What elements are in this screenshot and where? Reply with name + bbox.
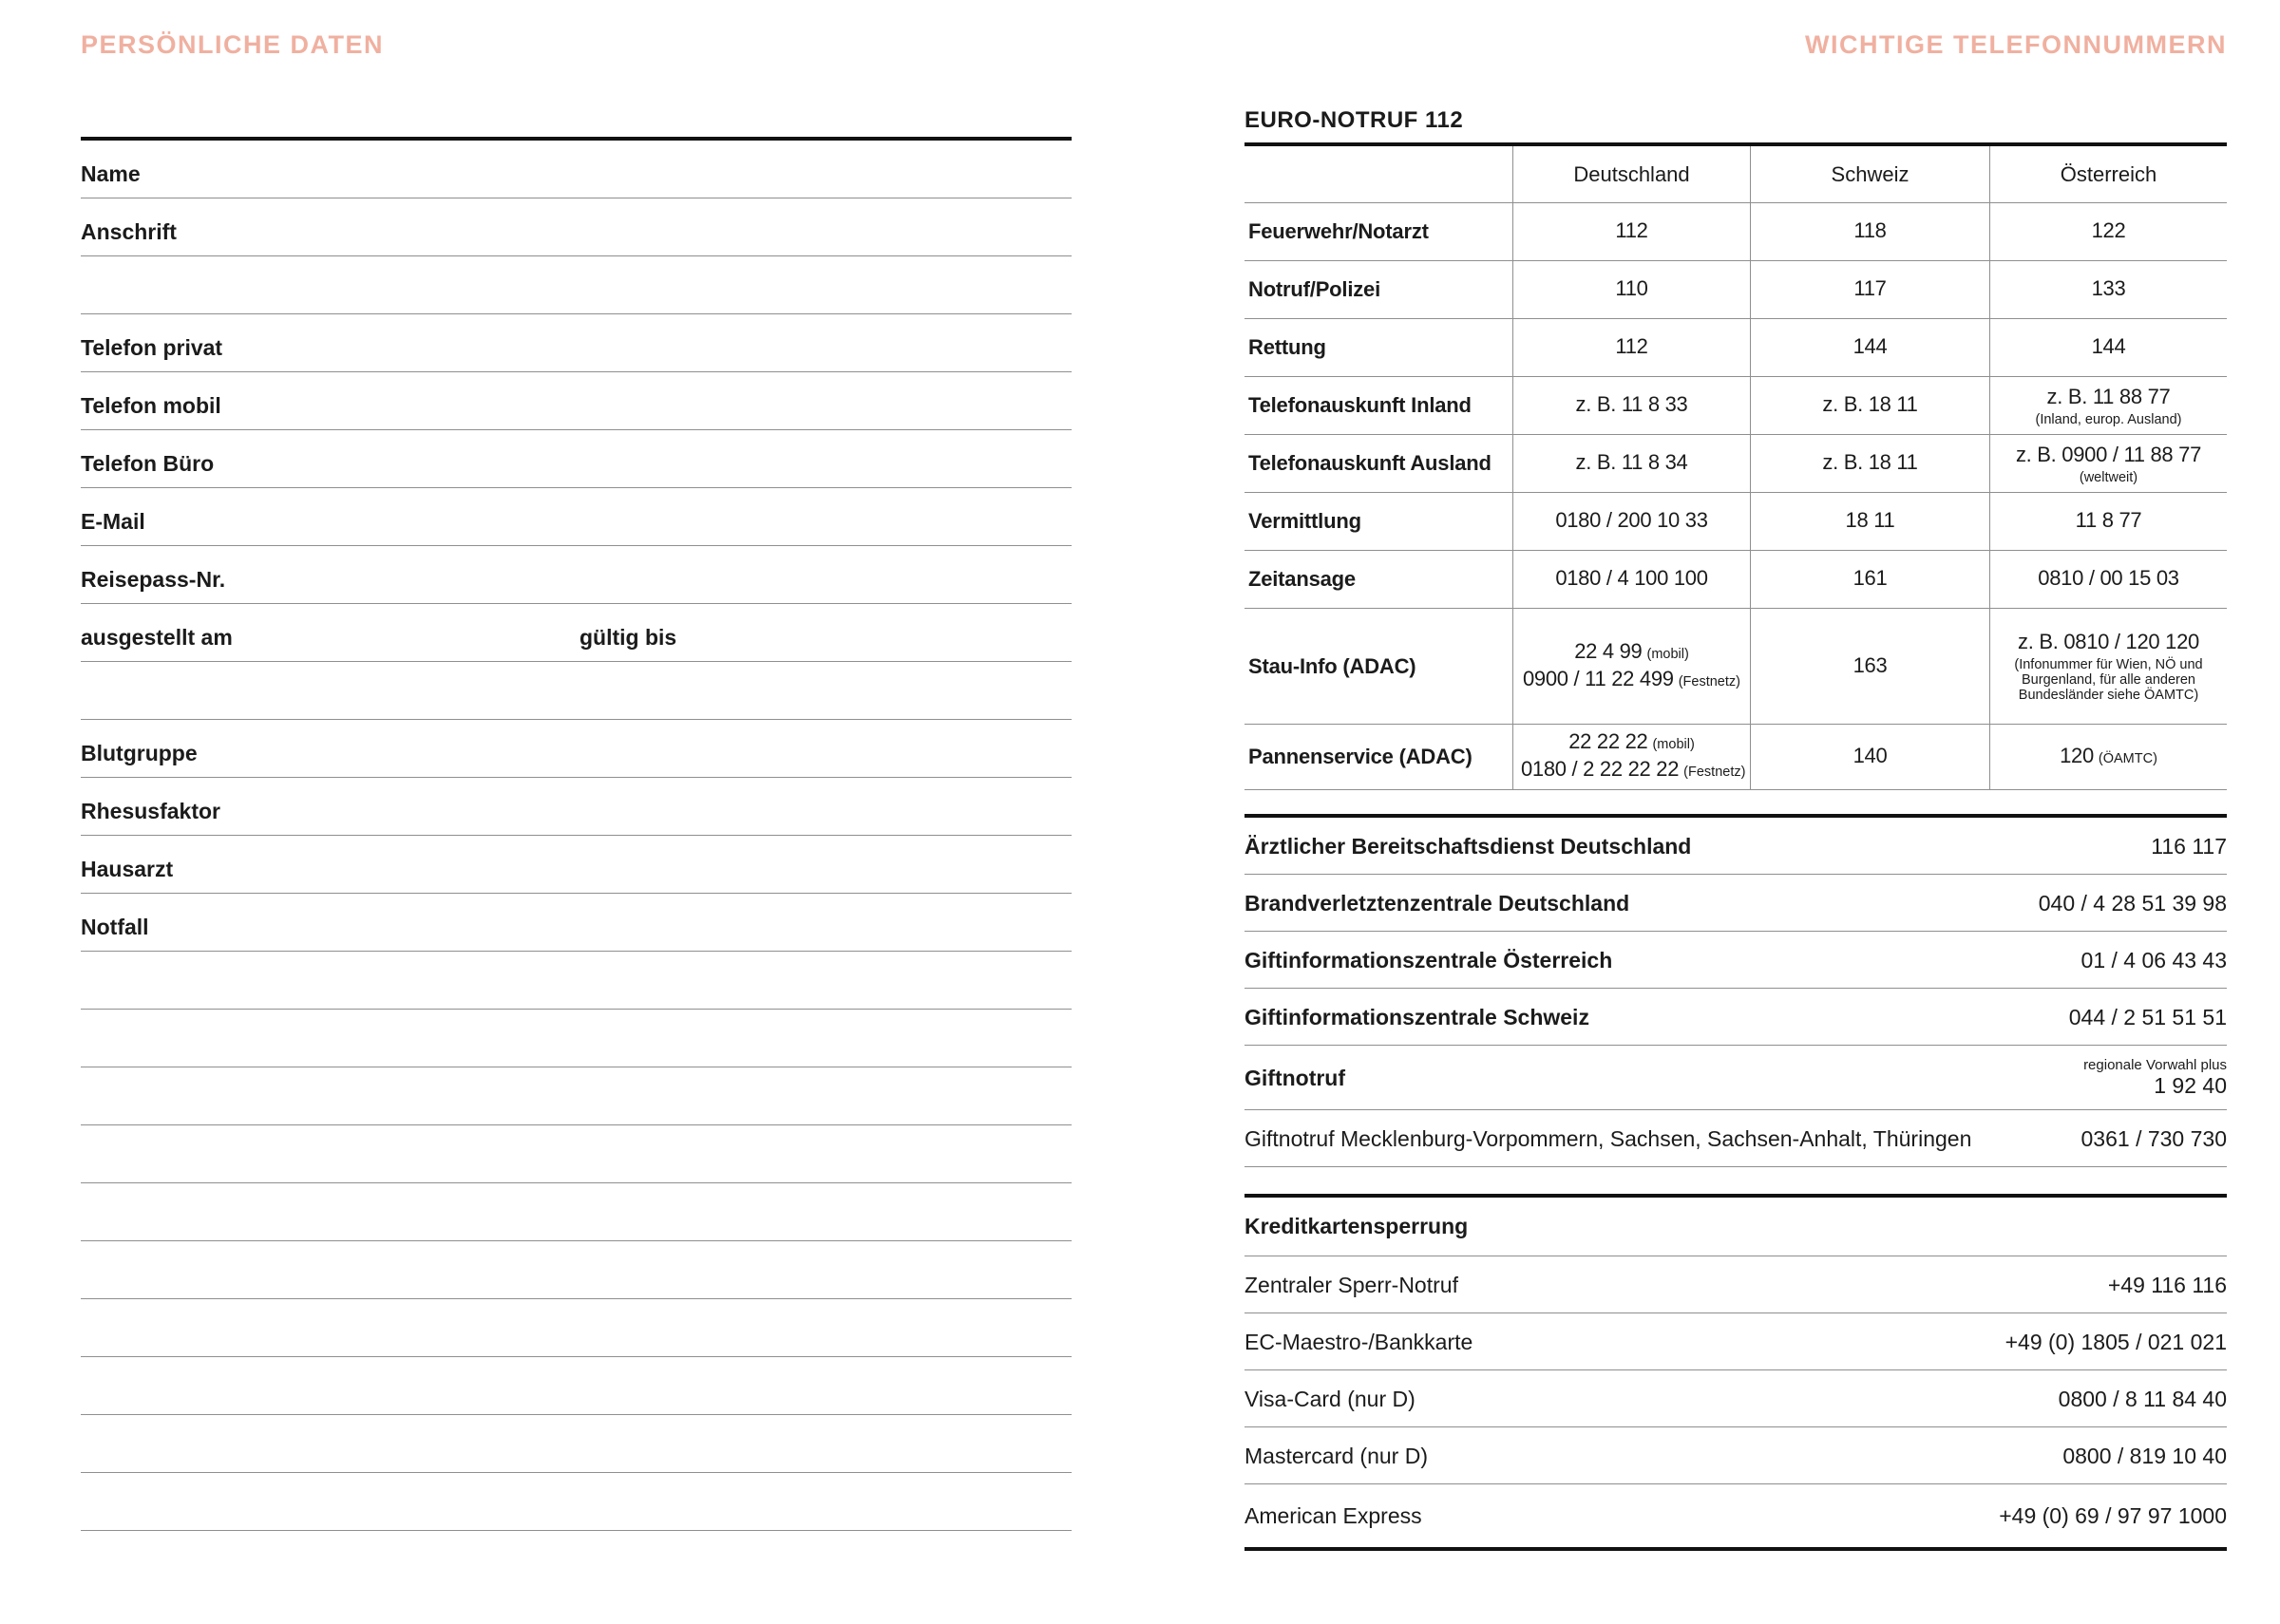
field-label: Hausarzt bbox=[81, 857, 174, 881]
credit-label: Mastercard (nur D) bbox=[1244, 1443, 1428, 1468]
list-label: Giftinformationszentrale Schweiz bbox=[1244, 1004, 1589, 1029]
table-cell bbox=[1750, 377, 1989, 434]
credit-row bbox=[1244, 1370, 2227, 1427]
cell-value: 112 bbox=[1615, 334, 1648, 358]
table-cell bbox=[1750, 551, 1989, 608]
row-label: Pannenservice (ADAC) bbox=[1248, 745, 1472, 768]
list-item bbox=[1244, 818, 2227, 875]
cell-note: (Festnetz) bbox=[1683, 765, 1746, 780]
cell-value: z. B. 0810 / 120 120 bbox=[2018, 630, 2199, 653]
table-cell bbox=[1989, 261, 2227, 318]
list-label: Giftinformationszentrale Österreich bbox=[1244, 947, 1613, 973]
row-label: Stau-Info (ADAC) bbox=[1248, 653, 1416, 678]
table-cell bbox=[1512, 609, 1750, 724]
table-cell bbox=[1989, 551, 2227, 608]
table-row bbox=[1244, 551, 2227, 609]
table-cell bbox=[1989, 435, 2227, 492]
cell-value: 0180 / 4 100 100 bbox=[1555, 566, 1708, 590]
cell-value: 120 bbox=[2060, 743, 2094, 767]
cell-value: 117 bbox=[1853, 276, 1887, 300]
row-label: Vermittlung bbox=[1248, 509, 1361, 533]
personal-data-page bbox=[81, 28, 1072, 1531]
form-row-blank bbox=[81, 952, 1072, 1010]
right-page-title: WICHTIGE TELEFONNUMMERN bbox=[1805, 30, 2227, 59]
value: 1 92 40 bbox=[2154, 1073, 2227, 1098]
table-cell bbox=[1750, 203, 1989, 260]
form-row-blank bbox=[81, 1415, 1072, 1473]
value: 0361 / 730 730 bbox=[2080, 1125, 2227, 1151]
row-label: Feuerwehr/Notarzt bbox=[1248, 219, 1429, 243]
field-label: Reisepass-Nr. bbox=[81, 567, 226, 592]
table-cell bbox=[1750, 725, 1989, 789]
cell-value: z. B. 11 8 33 bbox=[1575, 392, 1688, 416]
table-row bbox=[1244, 725, 2227, 790]
table-cell bbox=[1750, 609, 1989, 724]
table-row bbox=[1244, 435, 2227, 493]
form-row-blank bbox=[81, 1473, 1072, 1531]
credit-row bbox=[1244, 1484, 2227, 1547]
personal-data-form bbox=[81, 137, 1072, 1531]
form-row bbox=[81, 720, 1072, 778]
field-label: ausgestellt am bbox=[81, 625, 233, 650]
list-label: Giftnotruf bbox=[1244, 1065, 1346, 1090]
table-header-corner bbox=[1244, 146, 1512, 202]
cell-value: z. B. 18 11 bbox=[1822, 450, 1918, 474]
value: 044 / 2 51 51 51 bbox=[2068, 1004, 2227, 1029]
list-label: Giftnotruf Mecklenburg-Vorpommern, Sachsen, Sachsen-Anhalt, Thüringen bbox=[1244, 1125, 1972, 1151]
table-row bbox=[1244, 493, 2227, 551]
table-cell bbox=[1512, 493, 1750, 550]
list-value bbox=[2039, 891, 2227, 916]
list-item bbox=[1244, 1110, 2227, 1167]
table-cell bbox=[1989, 319, 2227, 376]
cell-value: 144 bbox=[2091, 334, 2126, 358]
column-header: Schweiz bbox=[1750, 146, 1989, 202]
cell-value: 22 4 99 bbox=[1574, 638, 1643, 663]
form-row bbox=[81, 778, 1072, 836]
table-cell bbox=[1989, 609, 2227, 724]
list-value bbox=[2083, 1057, 2227, 1098]
list-label: Ärztlicher Bereitschaftsdienst Deutschland bbox=[1244, 833, 1692, 859]
column-header: Deutschland bbox=[1512, 146, 1750, 202]
form-row bbox=[81, 894, 1072, 952]
credit-card-section bbox=[1244, 1194, 2227, 1551]
cell-value: 0180 / 2 22 22 22 bbox=[1521, 757, 1680, 781]
credit-value: 0800 / 8 11 84 40 bbox=[2058, 1386, 2227, 1411]
credit-value: 0800 / 819 10 40 bbox=[2062, 1443, 2227, 1468]
value: 01 / 4 06 43 43 bbox=[2080, 947, 2227, 973]
phone-numbers-page bbox=[1244, 28, 2227, 1551]
field-label-secondary: gültig bis bbox=[580, 625, 677, 650]
form-row-blank bbox=[81, 1010, 1072, 1067]
cell-note: (Infonummer für Wien, NÖ und Burgenland, für alle anderen Bundesländer siehe ÖAMTC) bbox=[2014, 657, 2203, 703]
field-label: Anschrift bbox=[81, 219, 177, 244]
cell-value: 110 bbox=[1615, 276, 1648, 300]
form-row bbox=[81, 546, 1072, 604]
list-item bbox=[1244, 932, 2227, 989]
cell-value: 163 bbox=[1852, 652, 1888, 677]
cell-note: (ÖAMTC) bbox=[2098, 750, 2157, 766]
list-value bbox=[2081, 948, 2227, 973]
credit-row bbox=[1244, 1427, 2227, 1484]
cell-value: 0180 / 200 10 33 bbox=[1555, 508, 1708, 532]
credit-value: +49 (0) 1805 / 021 021 bbox=[2004, 1329, 2227, 1354]
form-row-blank bbox=[81, 256, 1072, 314]
list-value bbox=[2081, 1126, 2227, 1151]
list-value bbox=[2069, 1005, 2227, 1029]
cell-value: z. B. 11 8 34 bbox=[1575, 450, 1688, 474]
form-row-blank bbox=[81, 1299, 1072, 1357]
cell-value: 22 22 22 bbox=[1568, 729, 1648, 753]
table-cell bbox=[1512, 725, 1750, 789]
form-row bbox=[81, 836, 1072, 894]
cell-value: 161 bbox=[1852, 566, 1888, 590]
value-note: regionale Vorwahl plus bbox=[2083, 1057, 2227, 1073]
form-row bbox=[81, 372, 1072, 430]
cell-note: (Festnetz) bbox=[1678, 673, 1740, 689]
table-cell bbox=[1750, 435, 1989, 492]
list-item bbox=[1244, 1046, 2227, 1110]
cell-value: 122 bbox=[2091, 218, 2126, 242]
cell-note: (Inland, europ. Ausland) bbox=[2035, 411, 2182, 427]
field-label: Telefon privat bbox=[81, 335, 223, 360]
table-cell bbox=[1512, 435, 1750, 492]
row-label: Zeitansage bbox=[1248, 567, 1356, 591]
field-label: Blutgruppe bbox=[81, 741, 198, 765]
row-label: Notruf/Polizei bbox=[1248, 277, 1380, 301]
column-header: Österreich bbox=[1989, 146, 2227, 202]
credit-label: EC-Maestro-/Bankkarte bbox=[1244, 1329, 1473, 1354]
credit-section-title: Kreditkartensperrung bbox=[1244, 1214, 1469, 1238]
table-row bbox=[1244, 377, 2227, 435]
table-row bbox=[1244, 203, 2227, 261]
form-row-blank bbox=[81, 1125, 1072, 1183]
row-label: Telefonauskunft Inland bbox=[1248, 393, 1472, 417]
form-row-blank bbox=[81, 1241, 1072, 1299]
form-row bbox=[81, 198, 1072, 256]
list-value bbox=[2151, 834, 2227, 859]
form-row-blank bbox=[81, 1183, 1072, 1241]
table-cell bbox=[1512, 551, 1750, 608]
left-page-title: PERSÖNLICHE DATEN bbox=[81, 30, 385, 59]
table-row bbox=[1244, 609, 2227, 725]
form-row-blank bbox=[81, 1357, 1072, 1415]
credit-card-rows bbox=[1244, 1256, 2227, 1547]
field-label: Rhesusfaktor bbox=[81, 799, 220, 823]
cell-note: (weltweit) bbox=[2079, 469, 2138, 485]
table-row bbox=[1244, 261, 2227, 319]
cell-value: 112 bbox=[1615, 218, 1648, 242]
table-cell bbox=[1512, 261, 1750, 318]
table-cell bbox=[1989, 493, 2227, 550]
value: 040 / 4 28 51 39 98 bbox=[2038, 890, 2227, 916]
table-cell bbox=[1750, 493, 1989, 550]
credit-label: Zentraler Sperr-Notruf bbox=[1244, 1272, 1458, 1297]
table-cell bbox=[1750, 261, 1989, 318]
credit-section-header bbox=[1244, 1198, 2227, 1256]
form-row bbox=[81, 430, 1072, 488]
form-row bbox=[81, 314, 1072, 372]
cell-value: 144 bbox=[1852, 334, 1888, 358]
field-label: Telefon Büro bbox=[81, 451, 215, 476]
cell-value: 140 bbox=[1852, 744, 1888, 767]
credit-row bbox=[1244, 1256, 2227, 1313]
cell-value: z. B. 11 88 77 bbox=[2046, 384, 2171, 408]
table-cell bbox=[1512, 203, 1750, 260]
cell-value: 0900 / 11 22 499 bbox=[1523, 666, 1674, 690]
cell-value: 11 8 77 bbox=[2075, 508, 2142, 532]
cell-note: (mobil) bbox=[1646, 646, 1689, 662]
table-header-row bbox=[1244, 146, 2227, 203]
field-label: E-Mail bbox=[81, 509, 145, 534]
credit-label: American Express bbox=[1244, 1503, 1422, 1528]
field-label: Notfall bbox=[81, 915, 149, 939]
cell-value: 18 11 bbox=[1845, 508, 1895, 532]
emergency-numbers-list bbox=[1244, 814, 2227, 1167]
cell-value: 0810 / 00 15 03 bbox=[2038, 566, 2179, 590]
table-cell bbox=[1512, 377, 1750, 434]
list-item bbox=[1244, 989, 2227, 1046]
euro-notruf-table bbox=[1244, 142, 2227, 790]
field-label: Telefon mobil bbox=[81, 393, 221, 418]
cell-value: 133 bbox=[2091, 276, 2126, 300]
table-cell bbox=[1750, 319, 1989, 376]
table-cell bbox=[1512, 319, 1750, 376]
row-label: Telefonauskunft Ausland bbox=[1248, 451, 1492, 475]
value: 116 117 bbox=[2151, 833, 2227, 859]
table-row bbox=[1244, 319, 2227, 377]
form-row bbox=[81, 604, 1072, 662]
cell-note: (mobil) bbox=[1652, 737, 1695, 752]
list-label: Brandverletztenzentrale Deutschland bbox=[1244, 890, 1630, 916]
form-row-blank bbox=[81, 662, 1072, 720]
form-row bbox=[81, 141, 1072, 198]
row-label: Rettung bbox=[1248, 335, 1326, 359]
form-row-blank bbox=[81, 1067, 1072, 1125]
table-cell bbox=[1989, 377, 2227, 434]
field-label: Name bbox=[81, 161, 141, 186]
list-item bbox=[1244, 875, 2227, 932]
right-page-bottom-rule bbox=[1244, 1547, 2227, 1551]
euro-notruf-title: EURO-NOTRUF 112 bbox=[1244, 107, 1464, 133]
table-cell bbox=[1989, 203, 2227, 260]
form-row bbox=[81, 488, 1072, 546]
cell-value: 118 bbox=[1853, 218, 1887, 242]
table-cell bbox=[1989, 725, 2227, 789]
credit-row bbox=[1244, 1313, 2227, 1370]
cell-value: z. B. 18 11 bbox=[1822, 392, 1918, 416]
credit-value: +49 116 116 bbox=[2107, 1272, 2227, 1297]
credit-value: +49 (0) 69 / 97 97 1000 bbox=[1999, 1503, 2227, 1528]
credit-label: Visa-Card (nur D) bbox=[1244, 1386, 1416, 1411]
cell-value: z. B. 0900 / 11 88 77 bbox=[2015, 442, 2202, 466]
